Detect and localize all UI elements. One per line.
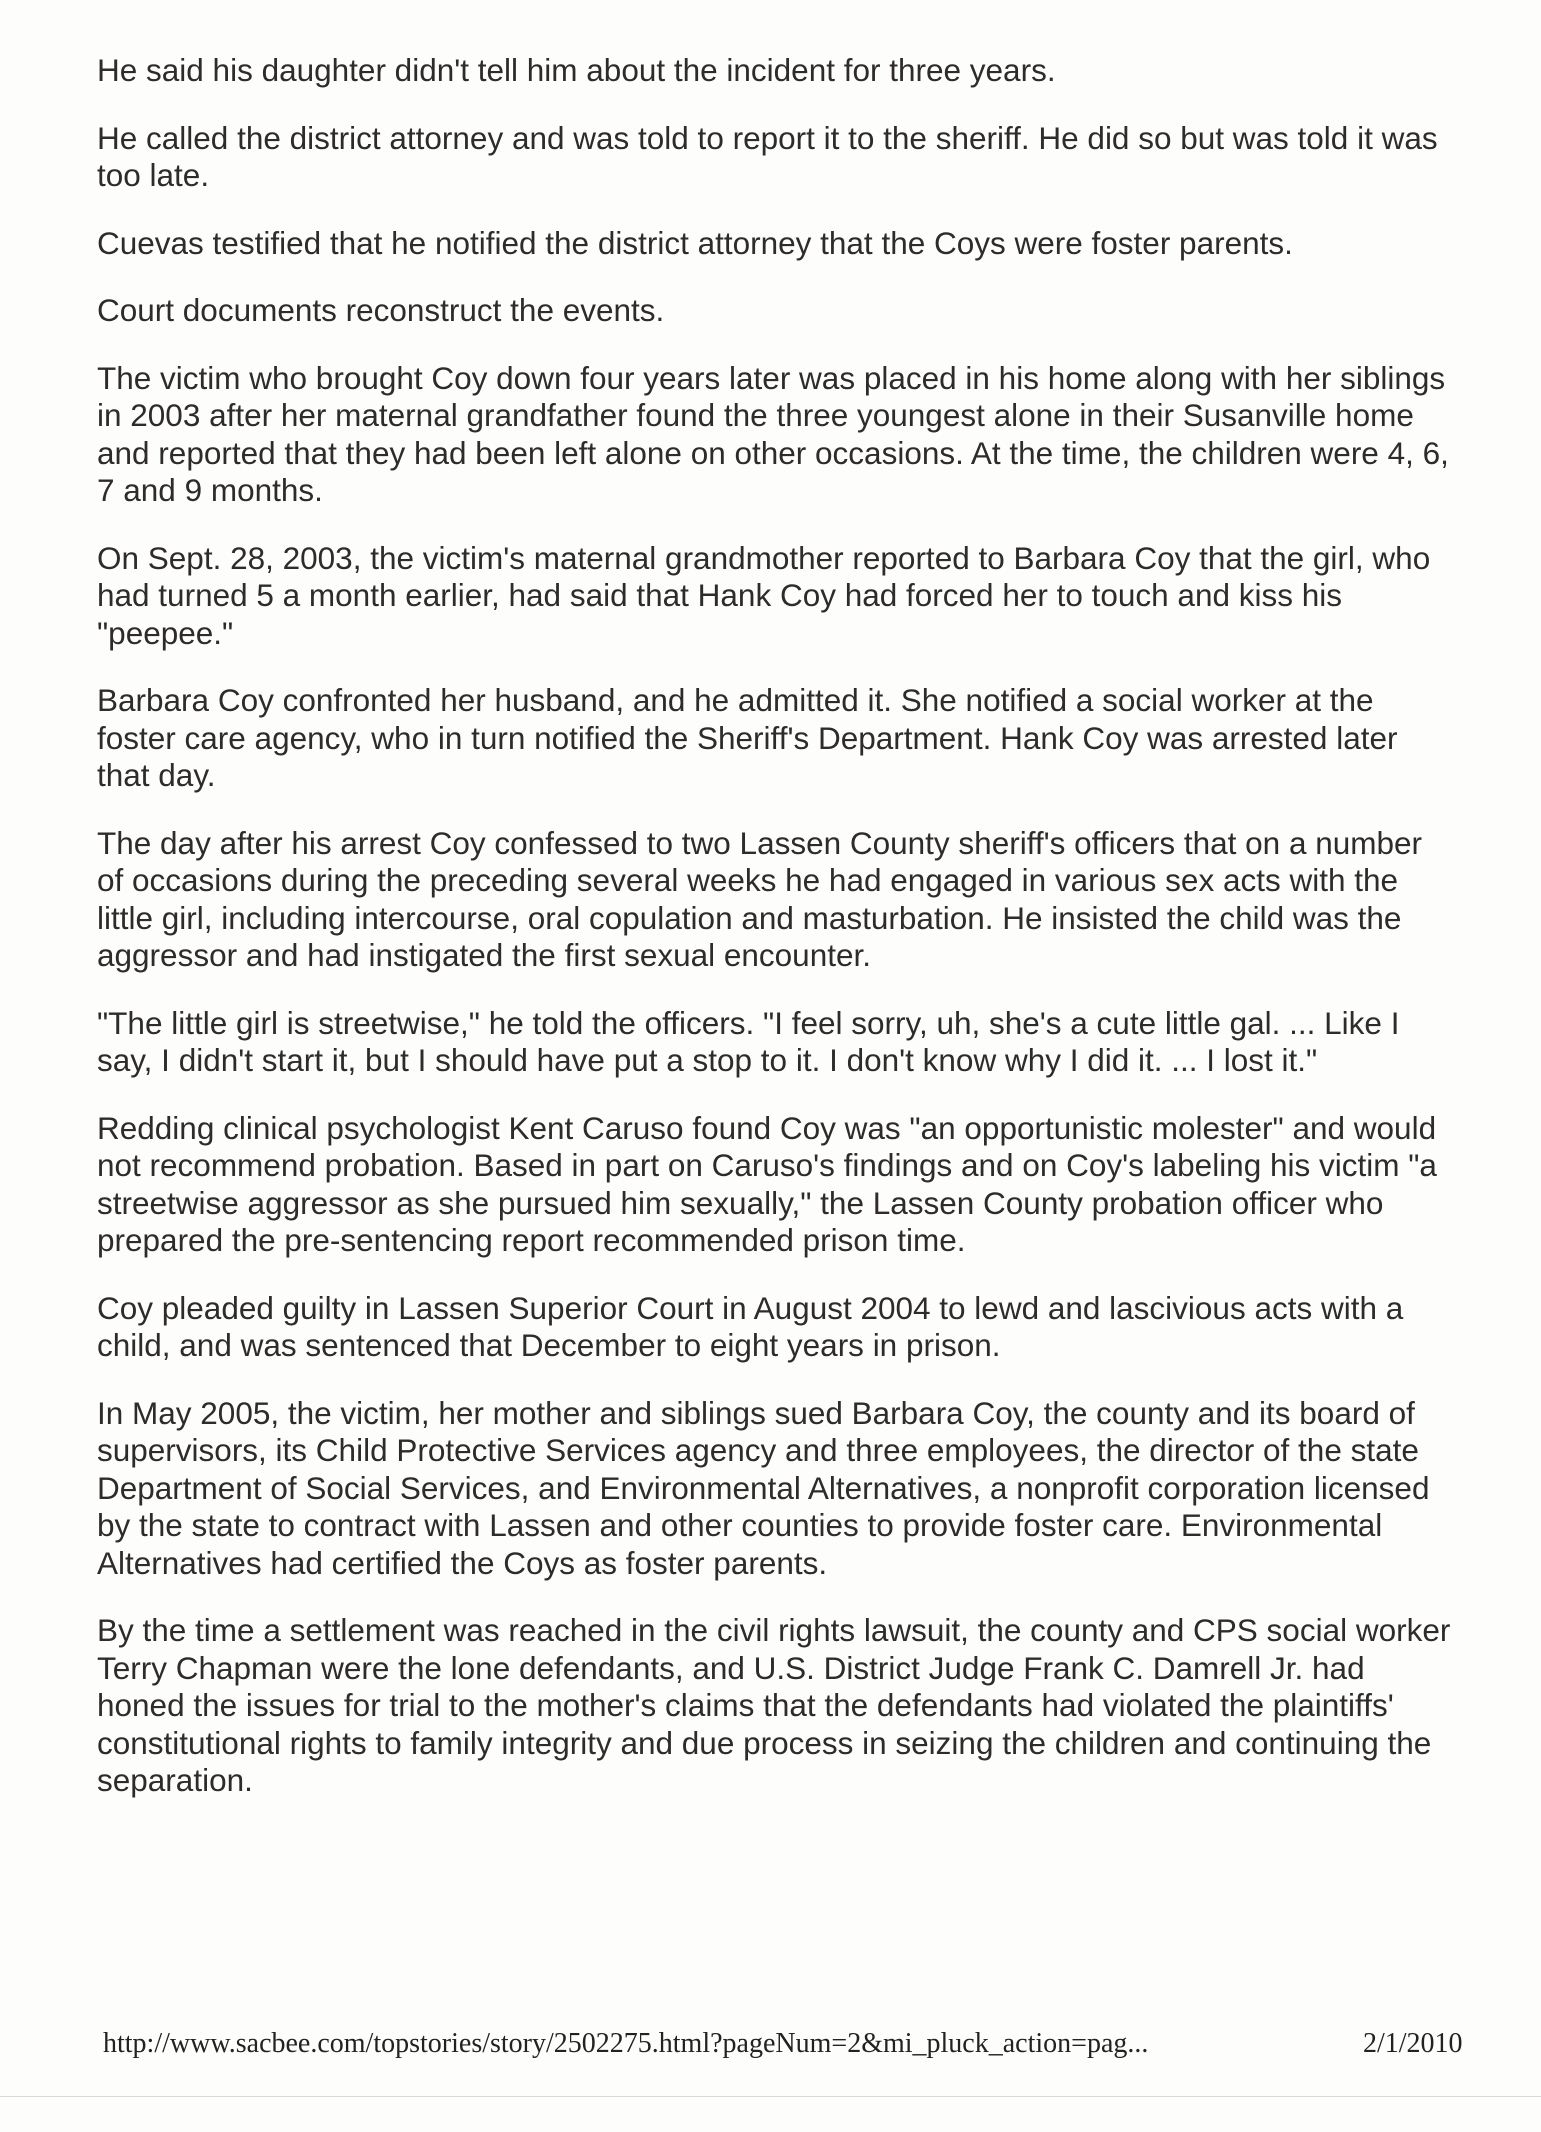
paragraph-8: The day after his arrest Coy confessed to two Lassen County sheriff's officers that on a number of occasions during the preceding several weeks he had engaged in various sex acts with the little girl, including intercourse, oral copulation and masturbation. He insisted the child was the aggressor and had instigated the first sexual encounter. — [97, 824, 1423, 973]
paragraph-1: He said his daughter didn't tell him about the incident for three years. — [97, 52, 1056, 88]
paragraph-6: On Sept. 28, 2003, the victim's maternal grandmother reported to Barbara Coy that the girl, who had turned 5 a month earlier, had said that Hank Coy had forced her to touch and kiss his "peepee." — [97, 539, 1431, 651]
paragraph-4: Court documents reconstruct the events. — [97, 292, 665, 328]
paragraph-3: Cuevas testified that he notified the district attorney that the Coys were foster parents. — [97, 224, 1293, 261]
paragraph-9: "The little girl is streetwise," he told the officers. "I feel sorry, uh, she's a cute little gal. ... Like I say, I didn't start it, but I should have put a stop to it. I don't know why I did it. ... I lost it." — [97, 1004, 1400, 1078]
footer-date: 2/1/2010 — [1363, 2028, 1463, 2059]
page-footer — [103, 2028, 1503, 2060]
paragraph-7: Barbara Coy confronted her husband, and he admitted it. She notified a social worker at the foster care agency, who in turn notified the Sheriff's Department. Hank Coy was arrested later that day. — [97, 682, 1398, 793]
footer-url: http://www.sacbee.com/topstories/story/2502275.html?pageNum=2&mi_pluck_action=pag... — [103, 2028, 1149, 2059]
paragraph-10: Redding clinical psychologist Kent Caruso found Coy was "an opportunistic molester" and would not recommend probation. Based in part on Caruso's findings and on Coy's labeling his victim "a streetwise aggressor as she pursued him sexually," the Lassen County probation officer who prepared the pre-sentencing report recommended prison time. — [97, 1109, 1437, 1258]
paragraph-11: Coy pleaded guilty in Lassen Superior Court in August 2004 to lewd and lascivious acts with a child, and was sentenced that December to eight years in prison. — [97, 1289, 1404, 1363]
article-body — [97, 52, 1457, 1830]
bottom-divider — [0, 2096, 1541, 2097]
paragraph-5: The victim who brought Coy down four years later was placed in his home along with her siblings in 2003 after her maternal grandfather found the three youngest alone in their Susanville home and reported that they had been left alone on other occasions. At the time, the children were 4, 6, 7 and 9 months. — [97, 359, 1449, 508]
paragraph-13: By the time a settlement was reached in the civil rights lawsuit, the county and CPS social worker Terry Chapman were the lone defendants, and U.S. District Judge Frank C. Damrell Jr. had honed the issues for trial to the mother's claims that the defendants had violated the plaintiffs' constitutional rights to family integrity and due process in seizing the children and continuing the separation. — [97, 1612, 1451, 1798]
paragraph-2: He called the district attorney and was told to report it to the sheriff. He did so but was told it was too late. — [97, 119, 1438, 193]
paragraph-12: In May 2005, the victim, her mother and siblings sued Barbara Coy, the county and its board of supervisors, its Child Protective Services agency and three employees, the director of the state Department of Social Services, and Environmental Alternatives, a nonprofit corporation licensed by the state to contract with Lassen and other counties to provide foster care. Environmental Alternatives had certified the Coys as foster parents. — [97, 1394, 1430, 1581]
